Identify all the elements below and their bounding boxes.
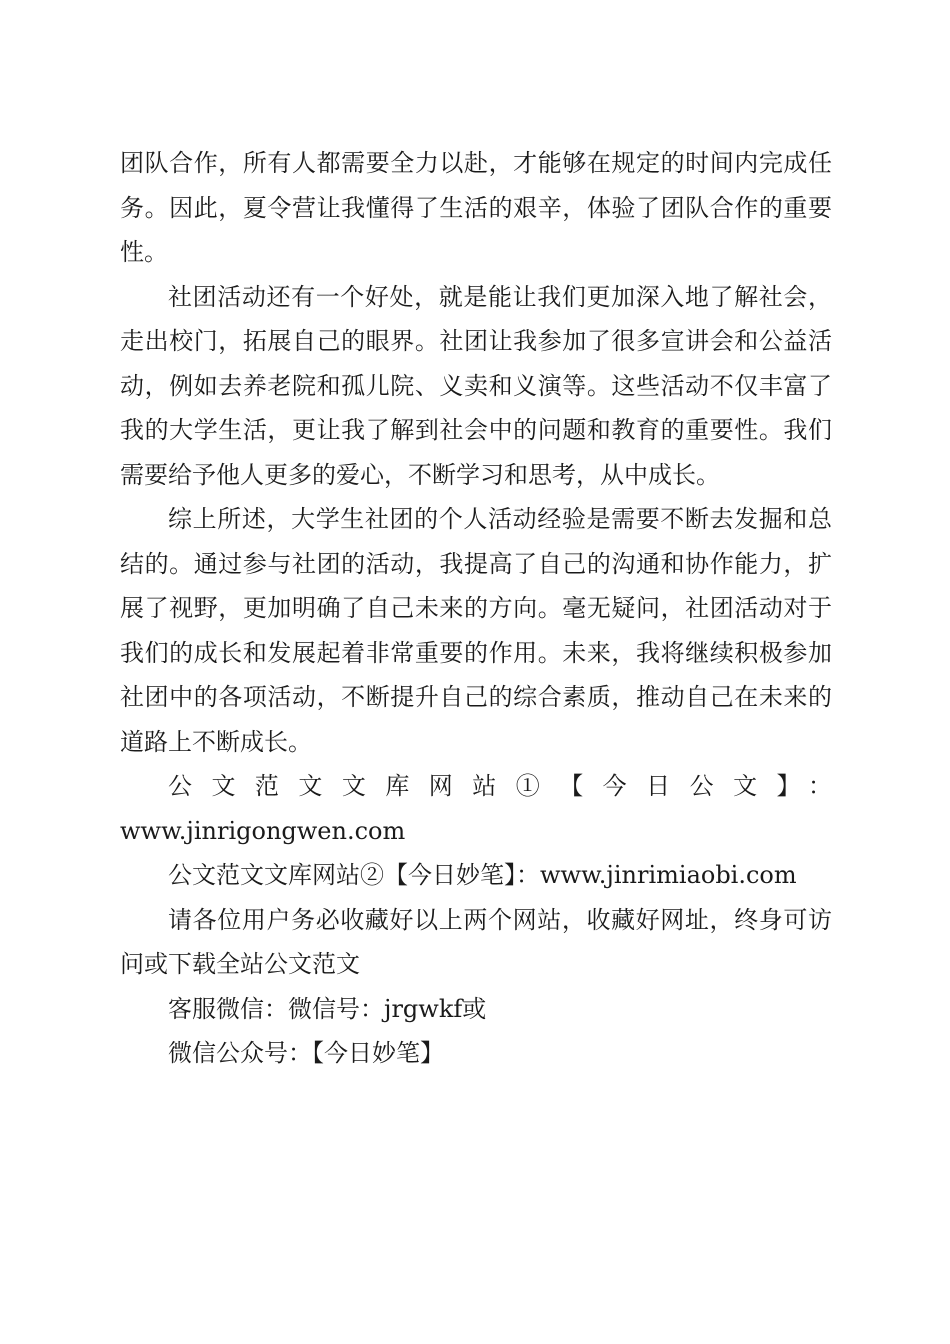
footer-site1-url: www.jinrigongwen.com	[120, 816, 406, 845]
paragraph-society: 社团活动还有一个好处，就是能让我们更加深入地了解社会，走出校门，拓展自己的眼界。社团让我参加了很多宣讲会和公益活动，例如去养老院和孤儿院、义卖和义演等。这些活动不仅丰富了我的大学生活，更让我了解到社会中的问题和教育的重要性。我们需要给予他人更多的爱心，不断学习和思考，从中成长。	[120, 282, 832, 489]
document-page	[120, 141, 832, 1076]
footer-notice: 请各位用户务必收藏好以上两个网站，收藏好网址，终身可访问或下载全站公文范文	[120, 905, 832, 978]
footer-site2: 公文范文文库网站②【今日妙笔】：www.jinrimiaobi.com	[168, 861, 797, 889]
footer-wechat-account: 微信公众号：【今日妙笔】	[168, 1039, 444, 1067]
footer-service: 客服微信：微信号：jrgwkf或	[168, 994, 487, 1023]
paragraph-teamwork: 团队合作，所有人都需要全力以赴，才能够在规定的时间内完成任务。因此，夏令营让我懂得了生活的艰辛，体验了团队合作的重要性。	[120, 149, 832, 266]
footer-site1-label: 公文范文文库网站①【今日公文】：	[168, 772, 832, 800]
paragraph-conclusion: 综上所述，大学生社团的个人活动经验是需要不断去发掘和总结的。通过参与社团的活动，我提高了自己的沟通和协作能力，扩展了视野，更加明确了自己未来的方向。毫无疑问，社团活动对于我们的成长和发展起着非常重要的作用。未来，我将继续积极参加社团中的各项活动，不断提升自己的综合素质，推动自己在未来的道路上不断成长。	[120, 505, 832, 756]
